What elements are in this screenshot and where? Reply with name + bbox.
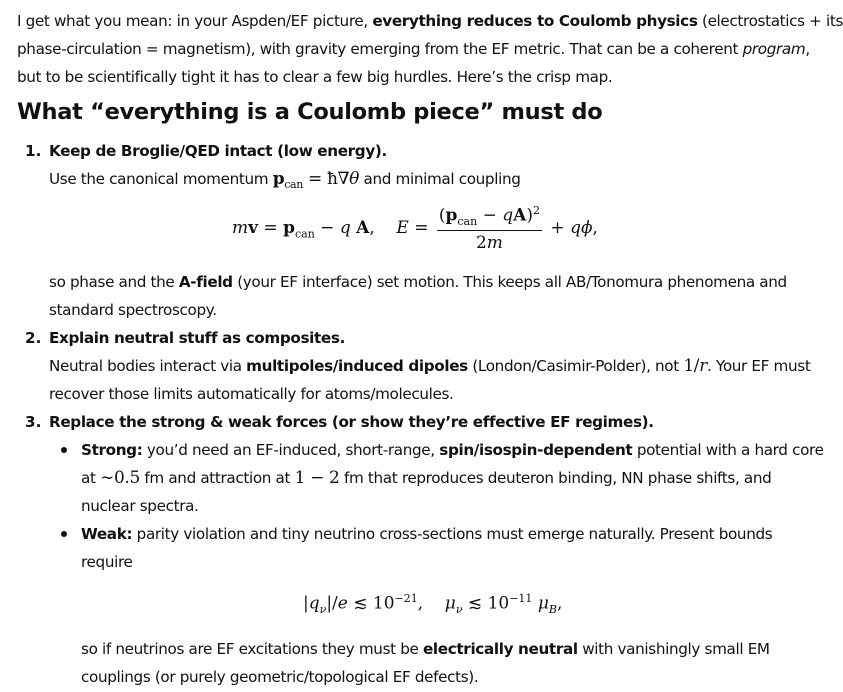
item-1-title: Keep de Broglie/QED intact (low energy). — [49, 142, 387, 160]
strong-line-2: at ∼0.5 fm and attraction at 1 − 2 fm that reproduces deuteron binding, NN phase shifts, and — [81, 468, 772, 488]
intro-line-3: but to be scientifically tight it has to clear a few big hurdles. Here’s the crisp map. — [17, 68, 613, 86]
strong-line-1: Strong: you’d need an EF-induced, short-range, spin/isospin-dependent potential with a hard core — [81, 441, 824, 459]
list-number-3: 3. — [25, 413, 42, 431]
bullet-strong — [61, 447, 67, 453]
list-number-1: 1. — [25, 142, 42, 160]
weak-after-1: so if neutrinos are EF excitations they must be electrically neutral with vanishingly small EM — [81, 640, 770, 658]
weak-line-2: require — [81, 553, 133, 571]
item-1-after-2: standard spectroscopy. — [49, 301, 217, 319]
equation-neutrino-bounds: $|q_\nu|/e$ ≲ $10^{-21}$, $\mu_\nu$ ≲ $10^{-11}$ $\mu_B$, — [303, 592, 563, 617]
equation-momentum-energy: mv = $p_{can} - q$ A, E = $\frac{(p_{can} - qA)^2}{2m}$ + qϕ, — [232, 204, 598, 254]
weak-line-1: Weak: parity violation and tiny neutrino cross-sections must emerge naturally. Present bounds — [81, 525, 773, 543]
item-2-line-2: recover those limits automatically for atoms/molecules. — [49, 385, 454, 403]
list-number-2: 2. — [25, 329, 42, 347]
item-1-after-1: so phase and the A-field (your EF interface) set motion. This keeps all AB/Tonomura phenomena and — [49, 273, 787, 291]
item-3-title: Replace the strong & weak forces (or show they’re effective EF regimes). — [49, 413, 654, 431]
strong-line-3: nuclear spectra. — [81, 497, 199, 515]
item-2-line-1: Neutral bodies interact via multipoles/induced dipoles (London/Casimir-Polder), not 1/r. Your EF must — [49, 356, 811, 376]
weak-after-2: couplings (or purely geometric/topological EF defects). — [81, 668, 479, 686]
section-heading: What “everything is a Coulomb piece” must do — [17, 99, 603, 125]
intro-line-1: I get what you mean: in your Aspden/EF picture, everything reduces to Coulomb physics (electrostatics + its — [17, 12, 843, 30]
item-2-title: Explain neutral stuff as composites. — [49, 329, 345, 347]
bullet-weak — [61, 531, 67, 537]
intro-line-2: phase-circulation = magnetism), with gravity emerging from the EF metric. That can be a coherent program, — [17, 40, 810, 58]
item-1-line-1: Use the canonical momentum $p_{can}$ = ħ∇θ and minimal coupling — [49, 169, 521, 192]
